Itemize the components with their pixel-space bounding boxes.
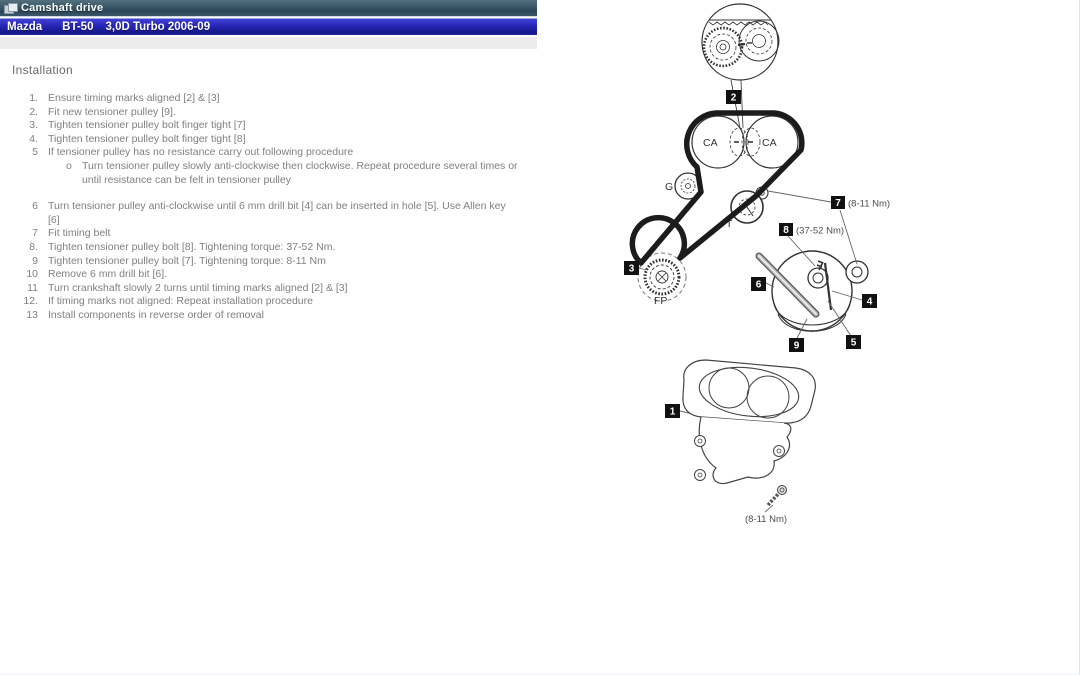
step-row [6, 106, 536, 120]
vehicle-model: BT-50 [62, 21, 94, 33]
cam-left-label: CA [703, 137, 718, 149]
section-heading: Installation [12, 63, 73, 77]
torque-label-8: (37-52 Nm) [796, 225, 845, 237]
callout-9-number: 9 [793, 340, 800, 352]
step-text: Tighten tensioner pulley bolt [8]. Tightening torque: 37-52 Nm. [48, 240, 336, 253]
torque-label-bottom: (8-11 Nm) [744, 514, 788, 525]
pump-sprocket-label: FP [654, 295, 668, 307]
step-text: Install components in reverse order of removal [48, 308, 264, 321]
callout-2 [726, 90, 741, 104]
step-row [6, 241, 536, 255]
window-icon [4, 3, 16, 13]
step-row [6, 255, 536, 269]
step-row [6, 119, 536, 133]
callout-6-number: 6 [755, 279, 762, 291]
step-row [6, 227, 536, 241]
tensioner-label: T [726, 218, 733, 230]
callout-7-number: 7 [835, 198, 841, 209]
step-number: 6 [32, 200, 38, 213]
step-number: 12. [23, 295, 38, 308]
window-title: Camshaft drive [21, 2, 104, 14]
step-number: 1. [29, 92, 38, 104]
step-text: Turn tensioner pulley anti-clockwise until 6 mm drill bit [4] can be inserted in hole [5]. Use Allen key [6] [48, 200, 506, 226]
callout-3-number: 3 [628, 263, 635, 275]
step-text: If tensioner pulley has no resistance carry out following procedure [48, 146, 354, 159]
callout-5-number: 5 [850, 337, 857, 349]
callout-4 [862, 294, 877, 308]
substep-marker: o [66, 159, 72, 172]
bracket-bolt [768, 486, 787, 506]
step-text: If timing marks not aligned: Repeat installation procedure [48, 295, 313, 308]
step-row [6, 146, 536, 160]
substep-row [6, 160, 536, 187]
step-number: 7 [32, 227, 38, 240]
step-text: Remove 6 mm drill bit [6]. [48, 268, 168, 281]
callout-1 [665, 404, 680, 418]
step-row [6, 295, 536, 309]
callout-7 [831, 196, 890, 210]
step-row [6, 92, 536, 106]
vehicle-make: Mazda [7, 21, 43, 33]
vehicle-variant: 3,0D Turbo 2006-09 [105, 21, 211, 33]
step-number: 11 [27, 281, 38, 294]
step-text: Fit new tensioner pulley [9]. [48, 105, 176, 118]
step-text: Tighten tensioner pulley bolt [7]. Tightening torque: 8-11 Nm [48, 254, 326, 267]
mounting-bracket [683, 360, 815, 484]
step-row [6, 268, 536, 282]
callout-5 [846, 335, 861, 349]
step-text: Tighten tensioner pulley bolt finger tight [8] [48, 132, 246, 145]
step-number: 3. [29, 119, 38, 132]
step-number: 10 [26, 268, 38, 281]
mounting-ear [846, 261, 868, 283]
step-text: Ensure timing marks aligned [2] & [3] [48, 92, 220, 104]
guide-pulley-label: G [665, 181, 674, 193]
cam-right-label: CA [762, 137, 777, 149]
window-titlebar[interactable] [0, 0, 537, 17]
substep-text: Turn tensioner pulley slowly anti-clockwise then clockwise. Repeat procedure several times or until resistance can be felt in tensioner pulley [82, 159, 518, 186]
callout-9 [789, 338, 804, 352]
step-row [6, 133, 536, 147]
installation-steps-list [6, 92, 536, 323]
callout-4-number: 4 [866, 296, 873, 308]
tensioner-assembly [759, 251, 868, 331]
callout-2-number: 2 [730, 92, 737, 104]
callout-1-number: 1 [669, 406, 676, 418]
step-number: 13 [26, 308, 38, 321]
step-row [6, 282, 536, 296]
torque-label-7: (8-11 Nm) [848, 198, 891, 210]
callout-6 [751, 277, 766, 291]
callout-3 [624, 261, 639, 275]
callout-8 [779, 223, 844, 237]
step-number: 2. [29, 105, 38, 118]
callout-8-number: 8 [783, 225, 789, 236]
step-number: 5 [32, 146, 38, 159]
step-row [6, 309, 536, 323]
vehicle-bar [0, 18, 537, 35]
step-text: Fit timing belt [48, 227, 111, 240]
step-number: 4. [29, 132, 38, 145]
step-row [6, 200, 536, 227]
timing-marks-inset [702, 4, 779, 80]
step-text: Turn crankshaft slowly 2 turns until timing marks aligned [2] & [3] [48, 281, 348, 294]
step-number: 8. [29, 240, 38, 253]
step-text: Tighten tensioner pulley bolt finger tight [7] [48, 119, 246, 132]
toolbar-strip [0, 37, 537, 49]
step-number: 9 [32, 254, 38, 267]
timing-belt-diagram [600, 0, 930, 560]
